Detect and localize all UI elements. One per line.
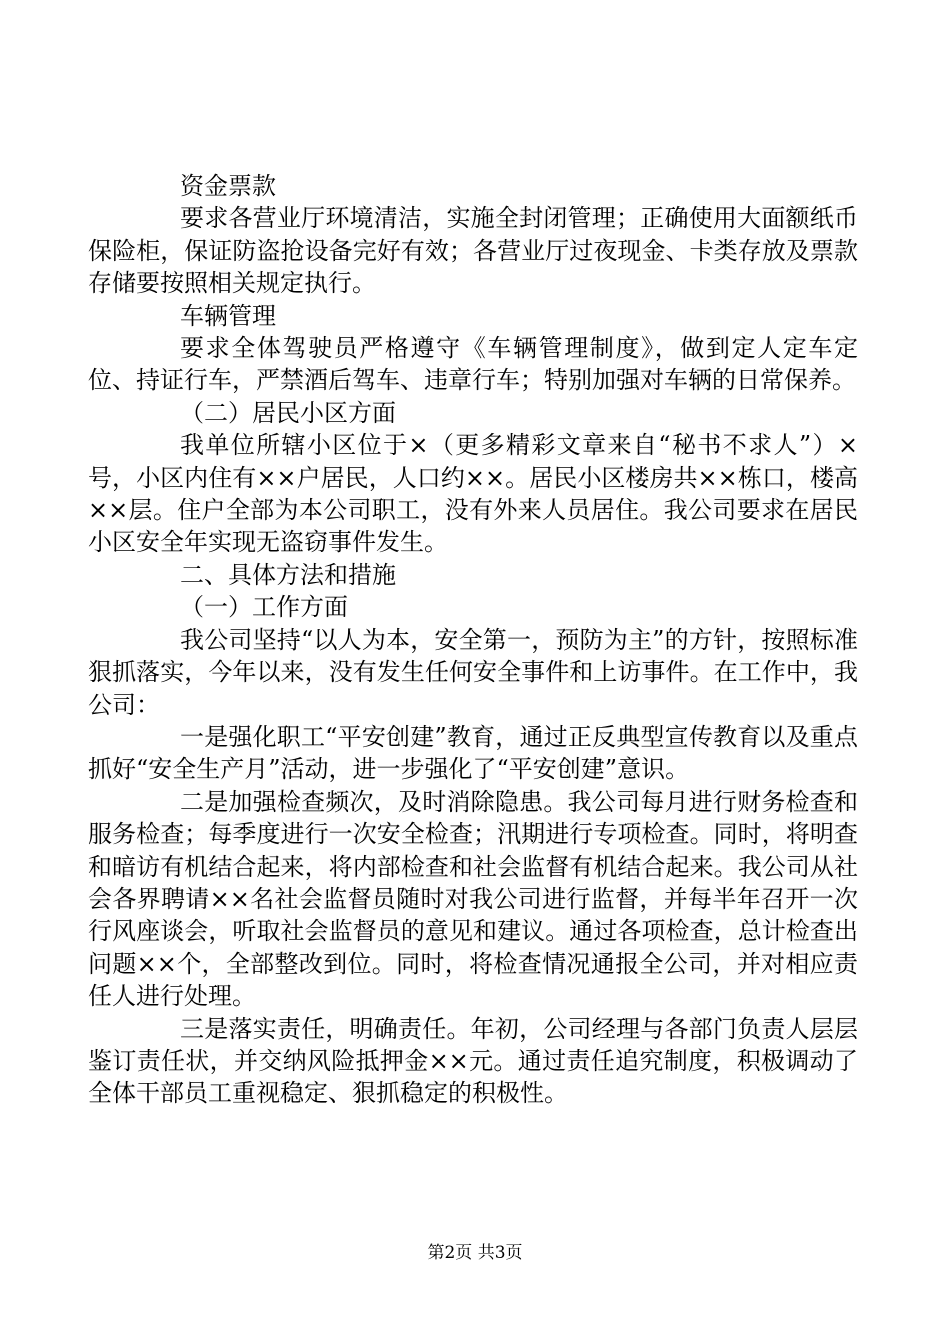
section-heading-work: （一）工作方面 [180,593,348,622]
paragraph-point-two: 二是加强检查频次，及时消除隐患。我公司每月进行财务检查和服务检查；每季度进行一次安全检查；汛期进行专项检查。同时，将明查和暗访有机结合起来，将内部检查和社会监督有机结合起来。我公司从社会各界聘请××名社会监督员随时对我公司进行监督，并每半年召开一次行风座谈会，听取社会监督员的意见和建议。通过各项检查，总计检查出问题××个，全部整改到位。同时，将检查情况通报全公司，并对相应责任人进行处理。 [88,787,858,1011]
section-heading-residential: （二）居民小区方面 [180,398,396,427]
paragraph-funds: 要求各营业厅环境清洁，实施全封闭管理；正确使用大面额纸币保险柜，保证防盗抢设备完好有效；各营业厅过夜现金、卡类存放及票款存储要按照相关规定执行。 [88,204,858,298]
document-body [88,170,858,1110]
section-heading-funds: 资金票款 [180,172,276,200]
paragraph-vehicles: 要求全体驾驶员严格遵守《车辆管理制度》，做到定人定车定位、持证行车，严禁酒后驾车、违章行车；特别加强对车辆的日常保养。 [88,334,858,395]
section-heading-vehicles: 车辆管理 [180,301,276,330]
page-number-footer: 第2页 共3页 [427,1243,523,1263]
section-heading-methods: 二、具体方法和措施 [180,560,396,589]
paragraph-residential: 我单位所辖小区位于×（更多精彩文章来自“秘书不求人”）×号，小区内住有××户居民，人口约××。居民小区楼房共××栋口，楼高××层。住户全部为本公司职工，没有外来人员居住。我公司要求在居民小区安全年实现无盗窃事件发生。 [88,431,858,557]
paragraph-point-three: 三是落实责任，明确责任。年初，公司经理与各部门负责人层层鉴订责任状，并交纳风险抵押金××元。通过责任追究制度，积极调动了全体干部员工重视稳定、狠抓稳定的积极性。 [88,1014,858,1108]
paragraph-policy: 我公司坚持“以人为本，安全第一，预防为主”的方针，按照标准狠抓落实，今年以来，没有发生任何安全事件和上访事件。在工作中，我公司： [88,625,858,719]
paragraph-point-one: 一是强化职工“平安创建”教育，通过正反典型宣传教育以及重点抓好“安全生产月”活动，进一步强化了“平安创建”意识。 [88,722,858,784]
